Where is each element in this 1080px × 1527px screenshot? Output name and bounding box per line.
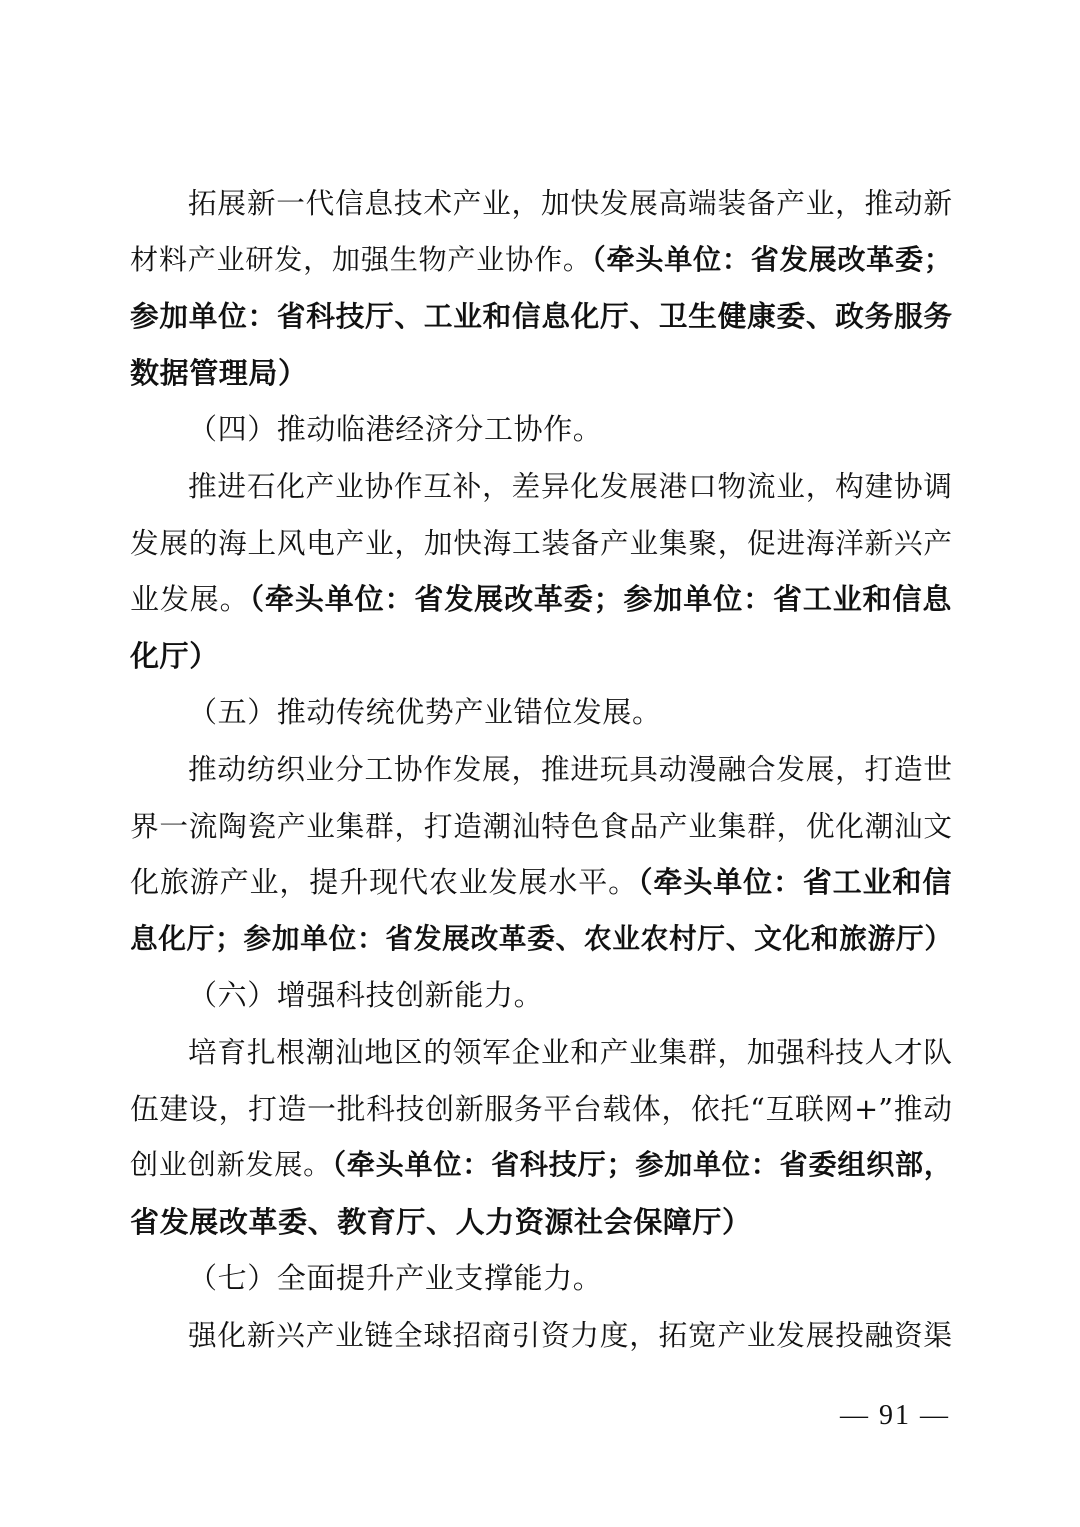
text-line [130, 232, 952, 289]
bold-text: （牵头单位：省科技厅；参加单位：省委组织部， [332, 1148, 952, 1182]
heading-text: （七）全面提升产业支撑能力。 [188, 1261, 603, 1296]
bold-text: （牵头单位：省发展改革委；参加单位：省工业和信息 [249, 582, 952, 617]
plain-text: 材料产业研发，加强生物产业协作。 [130, 242, 592, 276]
heading-text: （五）推动传统优势产业错位发展。 [188, 695, 662, 730]
plain-text: 创业创新发展。 [130, 1148, 332, 1182]
text-line [130, 1024, 952, 1081]
plain-text: 化旅游产业，提升现代农业发展水平。 [130, 865, 639, 900]
plain-text: 推进石化产业协作互补，差异化发展港口物流业，构建协调 [188, 468, 952, 503]
text-line [130, 1307, 952, 1364]
plain-text: 业发展。 [130, 582, 250, 617]
bold-text: 息化厅；参加单位：省发展改革委、农业农村厅、文化和旅游厅） [130, 921, 952, 955]
text-line [130, 458, 952, 515]
plain-text: 强化新兴产业链全球招商引资力度，拓宽产业发展投融资渠 [188, 1317, 952, 1352]
text-line [130, 175, 952, 232]
plain-text: 界一流陶瓷产业集群，打造潮汕特色食品产业集群，优化潮汕文 [130, 808, 952, 843]
text-line [130, 911, 952, 968]
plain-text: 伍建设，打造一批科技创新服务平台载体，依托“互联网+”推动 [130, 1091, 952, 1126]
heading-text: （四）推动临港经济分工协作。 [188, 412, 603, 447]
bold-text: 数据管理局） [130, 355, 308, 390]
bold-text: 省发展改革委、教育厅、人力资源社会保障厅） [130, 1204, 752, 1239]
section-heading [130, 1250, 952, 1307]
bold-text: （牵头单位：省发展改革委； [591, 242, 952, 276]
text-line [130, 854, 952, 911]
text-line [130, 288, 952, 345]
section-heading [130, 401, 952, 458]
bold-text: （牵头单位：省工业和信 [638, 865, 952, 900]
plain-text: 发展的海上风电产业，加快海工装备产业集聚，促进海洋新兴产 [130, 525, 952, 560]
plain-text: 培育扎根潮汕地区的领军企业和产业集群，加强科技人才队 [188, 1034, 952, 1069]
text-line [130, 628, 952, 685]
text-line [130, 345, 952, 402]
bold-text: 参加单位：省科技厅、工业和信息化厅、卫生健康委、政务服务 [130, 299, 952, 334]
text-line [130, 1137, 952, 1194]
section-heading [130, 967, 952, 1024]
heading-text: （六）增强科技创新能力。 [188, 978, 544, 1013]
text-line [130, 515, 952, 572]
page-number: — 91 — [840, 1400, 950, 1431]
text-line [130, 571, 952, 628]
plain-text: 拓展新一代信息技术产业，加快发展高端装备产业，推动新 [188, 186, 952, 220]
text-line [130, 1081, 952, 1138]
text-line [130, 798, 952, 855]
text-line [130, 1194, 952, 1251]
section-heading [130, 684, 952, 741]
plain-text: 推动纺织业分工协作发展，推进玩具动漫融合发展，打造世 [188, 751, 952, 786]
bold-text: 化厅） [130, 638, 219, 673]
document-body [130, 175, 952, 1363]
text-line [130, 741, 952, 798]
